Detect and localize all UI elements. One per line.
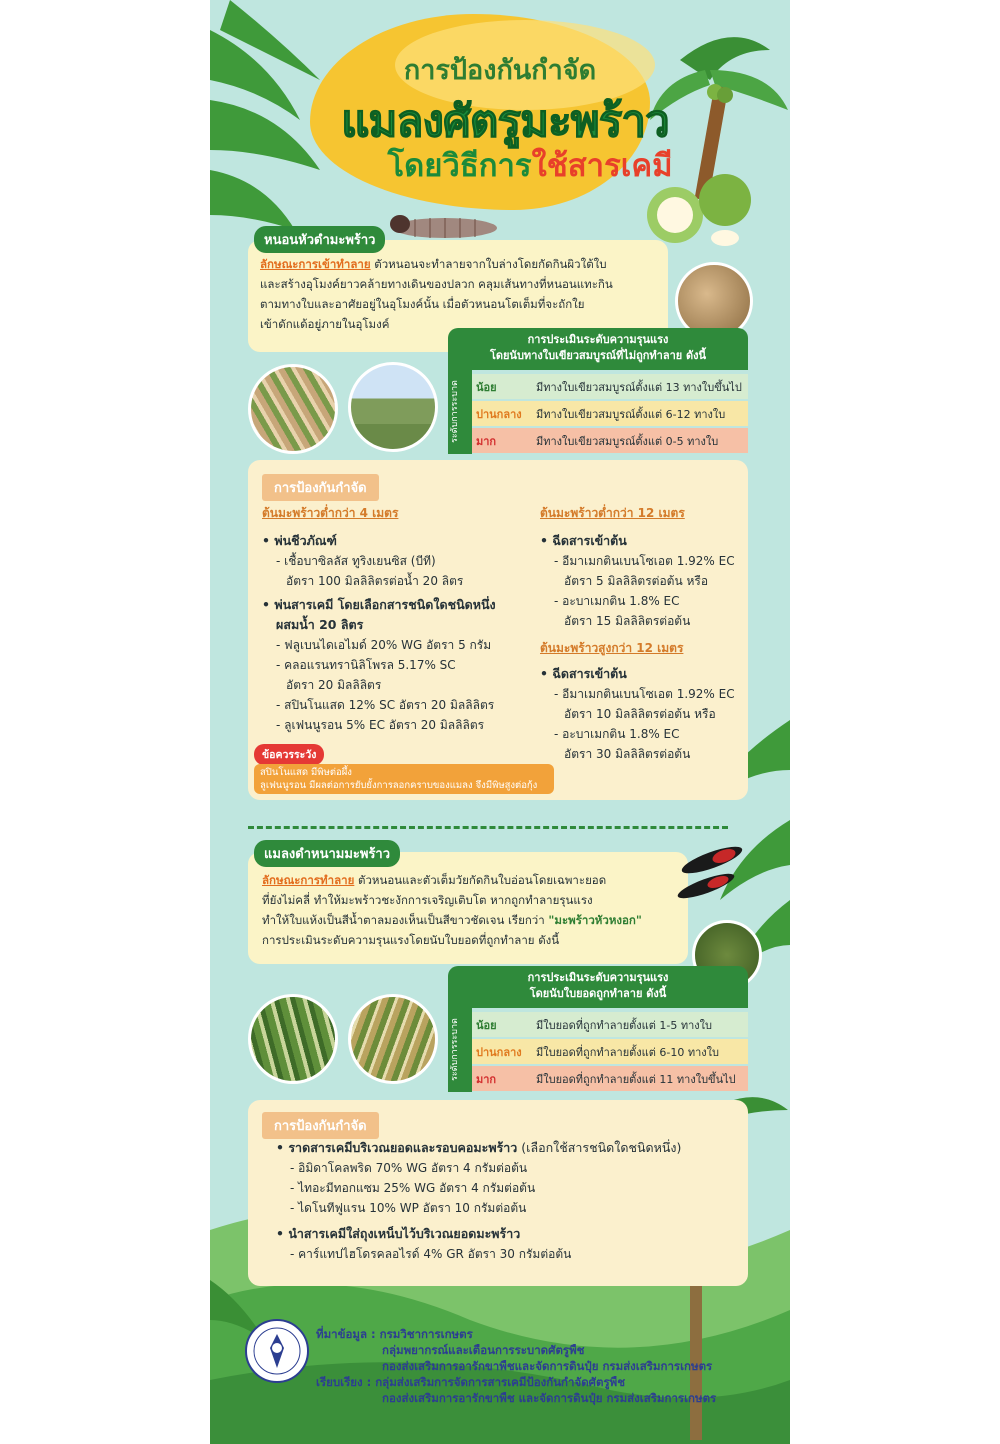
control1-warning-text: [260, 766, 537, 792]
control1-right-item1c: - อะบาเมกติน 1.8% EC: [554, 594, 680, 608]
control1-item1a: - เชื้อบาซิลลัส ทูริงเยนซิส (บีที): [276, 554, 436, 568]
damaged-shoot-photo: [248, 994, 338, 1084]
control1-item2f: - สปินโนแสด 12% SC อัตรา 20 มิลลิลิตร: [276, 698, 495, 712]
control1-right-item2d: อัตรา 30 มิลลิลิตรต่อต้น: [564, 747, 691, 761]
section2-damage-line2: ที่ยังไม่คลี่ ทำให้มะพร้าวชะงักการเจริญเติบโต หากถูกทำลายรุนแรง: [262, 893, 593, 907]
palm-frond-top-left: [210, 0, 320, 230]
section1-damage-line1: ตัวหนอนจะทำลายจากใบล่างโดยกัดกินผิวใต้ใบ: [370, 257, 607, 271]
damaged-palms-photo: [348, 362, 438, 452]
control2-item2b: - คาร์แทปไฮโดรคลอไรด์ 4% GR อัตรา 30 กรัมต่อต้น: [290, 1247, 572, 1261]
control1-warning-line1: สปินโนแสด มีพิษต่อผึ้ง: [260, 767, 352, 778]
section1-severity-head1: การประเมินระดับความรุนแรง: [527, 333, 669, 346]
section1-damage-line4: เข้าดักแด้อยู่ภายในอุโมงค์: [260, 317, 390, 331]
severity-text: มีใบยอดที่ถูกทำลายตั้งแต่ 11 ทางใบขึ้นไป: [536, 1072, 736, 1086]
severity-text: มีทางใบเขียวสมบูรณ์ตั้งแต่ 0-5 ทางใบ: [536, 434, 719, 448]
section2-damage-label: ลักษณะการทำลาย: [262, 873, 355, 887]
section1-severity-head2: โดยนับทางใบเขียวสมบูรณ์ที่ไม่ถูกทำลาย ดังนี้: [489, 349, 707, 362]
severity-text: มีใบยอดที่ถูกทำลายตั้งแต่ 1-5 ทางใบ: [536, 1018, 713, 1032]
section2-severity-head1: การประเมินระดับความรุนแรง: [527, 971, 669, 984]
control1-right-item1b: อัตรา 5 มิลลิลิตรต่อต้น หรือ: [564, 574, 709, 588]
severity-text: มีทางใบเขียวสมบูรณ์ตั้งแต่ 13 ทางใบขึ้นไป: [536, 380, 742, 394]
footer-line5: กองส่งเสริมการอารักขาพืช และจัดการดินปุ๋ย กรมส่งเสริมการเกษตร: [382, 1391, 717, 1405]
control1-item2e: อัตรา 20 มิลลิลิตร: [286, 678, 382, 692]
control1-warning-tag: ข้อควรระวัง: [254, 744, 324, 765]
section2-damage-text: [262, 870, 682, 950]
section1-severity-row-low: [472, 374, 748, 399]
severity-text: มีใบยอดที่ถูกทำลายตั้งแต่ 6-10 ทางใบ: [536, 1045, 720, 1059]
title-line-2: แมลงศัตรูมะพร้าว: [341, 96, 669, 147]
severity-level: มาก: [476, 1072, 497, 1086]
control2-tag: การป้องกันกำจัด: [262, 1112, 379, 1139]
severity-level: น้อย: [476, 380, 497, 394]
section1-severity-header: [448, 328, 748, 370]
section2-severity-head2: โดยนับใบยอดถูกทำลาย ดังนี้: [529, 987, 667, 1000]
section2-tag: แมลงดำหนามมะพร้าว: [254, 840, 400, 867]
title-line-3a: โดยวิธีการ: [387, 148, 532, 184]
control1-right-subtitle1: ต้นมะพร้าวต่ำกว่า 12 เมตร: [540, 506, 685, 520]
severity-text: มีทางใบเขียวสมบูรณ์ตั้งแต่ 6-12 ทางใบ: [536, 407, 726, 421]
section2-severity-row-high: [472, 1066, 748, 1091]
department-seal-icon: [244, 1318, 310, 1384]
control1-right-item2a: - อีมาเมกตินเบนโซเอต 1.92% EC: [554, 687, 735, 701]
damaged-leaf-photo: [248, 364, 338, 454]
section2-damage-line3b: "มะพร้าวหัวหงอก": [548, 913, 642, 927]
footer-line1: ที่มาข้อมูล : กรมวิชาการเกษตร: [316, 1327, 473, 1341]
section2-damage-line4: การประเมินระดับความรุนแรงโดยนับใบยอดที่ถูกทำลาย ดังนี้: [262, 933, 560, 947]
control1-item2c: - ฟลูเบนไดเอไมด์ 20% WG อัตรา 5 กรัม: [276, 638, 492, 652]
section1-severity-side-label: ระดับการระบาด: [448, 370, 472, 454]
section2-severity-row-mid: [472, 1039, 748, 1064]
section2-severity-header: [448, 966, 748, 1008]
control1-left-subtitle: ต้นมะพร้าวต่ำกว่า 4 เมตร: [262, 506, 399, 520]
caterpillar-icon: [390, 206, 500, 246]
control1-item1: พ่นชีวภัณฑ์: [274, 533, 337, 548]
control1-item1b: อัตรา 100 มิลลิลิตรต่อน้ำ 20 ลิตร: [286, 574, 464, 588]
control1-right-subtitle2: ต้นมะพร้าวสูงกว่า 12 เมตร: [540, 641, 684, 655]
control2-list: • ราดสารเคมีบริเวณยอดและรอบคอมะพร้าว (เลือกใช้สารชนิดใดชนิดหนึ่ง) - อิมิดาโคลพริด 70% WG อัตรา 4 กรัมต่อต้น - ไทอะมีทอกแซม 25% WG อัตรา 4 กรัมต่อต้น - ไดโนทีฟูแรน 10% WP อัตรา 10 กรัมต่อต้น • นำสารเคมีใส่ถุงเหน็บไว้บริเวณยอดมะพร้าว - คาร์แทปไฮโดรคลอไรด์ 4% GR อัตรา 30 กรัมต่อต้น: [276, 1138, 746, 1264]
section1-severity-table: [448, 328, 748, 454]
control1-right-item2b: อัตรา 10 มิลลิลิตรต่อต้น หรือ: [564, 707, 716, 721]
control2-item1e: - ไดโนทีฟูแรน 10% WP อัตรา 10 กรัมต่อต้น: [290, 1201, 527, 1215]
section1-damage-line3: ตามทางใบและอาศัยอยู่ในอุโมงค์นั้น เมื่อตัวหนอนโตเต็มที่จะถักใย: [260, 297, 585, 311]
section1-severity-row-mid: [472, 401, 748, 426]
control2-item1b: (เลือกใช้สารชนิดใดชนิดหนึ่ง): [517, 1140, 682, 1155]
footer-line3: กองส่งเสริมการอารักขาพืชและจัดการดินปุ๋ย กรมส่งเสริมการเกษตร: [382, 1359, 713, 1373]
section-divider: [248, 826, 728, 829]
footer-line4: เรียบเรียง : กลุ่มส่งเสริมการจัดการสารเคมีป้องกันกำจัดศัตรูพืช: [316, 1375, 626, 1389]
control2-item1d: - ไทอะมีทอกแซม 25% WG อัตรา 4 กรัมต่อต้น: [290, 1181, 536, 1195]
control2-item2a: นำสารเคมีใส่ถุงเหน็บไว้บริเวณยอดมะพร้าว: [288, 1226, 521, 1241]
infographic-poster: [210, 0, 790, 1444]
section1-damage-text: [260, 254, 660, 334]
section1-severity-row-high: [472, 428, 748, 453]
control1-item2d: - คลอแรนทรานิลิโพรล 5.17% SC: [276, 658, 456, 672]
section2-severity-row-low: [472, 1012, 748, 1037]
control1-right-item2c: - อะบาเมกติน 1.8% EC: [554, 727, 680, 741]
control1-right-column: ต้นมะพร้าวต่ำกว่า 12 เมตร • ฉีดสารเข้าต้น - อีมาเมกตินเบนโซเอต 1.92% EC อัตรา 5 มิลลิลิตรต่อต้น หรือ - อะบาเมกติน 1.8% EC อัตรา 15 มิลลิลิตรต่อต้น ต้นมะพร้าวสูงกว่า 12 เมตร • ฉีดสารเข้าต้น - อีมาเมกตินเบนโซเอต 1.92% EC อัตรา 10 มิลลิลิตรต่อต้น หรือ - อะบาเมกติน 1.8% EC อัตรา 30 มิลลิลิตรต่อต้น: [540, 504, 745, 764]
control2-item1a: ราดสารเคมีบริเวณยอดและรอบคอมะพร้าว: [288, 1140, 518, 1155]
section1-damage-label: ลักษณะการเข้าทำลาย: [260, 257, 371, 271]
control1-right-item2: ฉีดสารเข้าต้น: [552, 666, 627, 681]
severity-level: ปานกลาง: [476, 407, 522, 421]
control1-item2g: - ลูเฟนนูรอน 5% EC อัตรา 20 มิลลิลิตร: [276, 718, 485, 732]
severity-level: น้อย: [476, 1018, 497, 1032]
control1-warning-line2: ลูเฟนนูรอน มีผลต่อการยับยั้งการลอกคราบของแมลง จึงมีพิษสูงต่อกุ้ง: [260, 780, 538, 791]
title-line-3: [370, 140, 690, 190]
section1-damage-line2: และสร้างอุโมงค์ยาวคล้ายทางเดินของปลวก คลุมเส้นทางที่หนอนแทะกิน: [260, 277, 613, 291]
control1-tag: การป้องกันกำจัด: [262, 474, 379, 501]
severity-level: ปานกลาง: [476, 1045, 522, 1059]
footer-line2: กลุ่มพยากรณ์และเตือนการระบาดศัตรูพืช: [382, 1343, 585, 1357]
section2-severity-side-label: ระดับการระบาด: [448, 1008, 472, 1092]
section1-tag: หนอนหัวดำมะพร้าว: [254, 226, 385, 253]
white-head-coconut-photo: [348, 994, 438, 1084]
control1-left-column: ต้นมะพร้าวต่ำกว่า 4 เมตร • พ่นชีวภัณฑ์ - เชื้อบาซิลลัส ทูริงเยนซิส (บีที) อัตรา 100 มิลลิลิตรต่อน้ำ 20 ลิตร • พ่นสารเคมี โดยเลือกสารชนิดใดชนิดหนึ่ง ผสมน้ำ 20 ลิตร - ฟลูเบนไดเอไมด์ 20% WG อัตรา 5 กรัม - คลอแรนทรานิลิโพรล 5.17% SC อัตรา 20 มิลลิลิตร - สปินโนแสด 12% SC อัตรา 20 มิลลิลิตร - ลูเฟนนูรอน 5% EC อัตรา 20 มิลลิลิตร: [262, 504, 532, 735]
title-line-1: การป้องกันกำจัด: [403, 55, 597, 86]
section2-damage-line1: ตัวหนอนและตัวเต็มวัยกัดกินใบอ่อนโดยเฉพาะยอด: [354, 873, 607, 887]
section2-damage-line3a: ทำให้ใบแห้งเป็นสีน้ำตาลมองเห็นเป็นสีขาวชัดเจน เรียกว่า: [262, 913, 549, 927]
control1-item2a: พ่นสารเคมี โดยเลือกสารชนิดใดชนิดหนึ่ง: [274, 597, 496, 612]
footer-credits: [316, 1326, 786, 1406]
title-line-3b: ใช้สารเคมี: [531, 148, 673, 184]
control1-right-item1a: - อีมาเมกตินเบนโซเอต 1.92% EC: [554, 554, 735, 568]
control2-item1c: - อิมิดาโคลพริด 70% WG อัตรา 4 กรัมต่อต้น: [290, 1161, 528, 1175]
control1-right-item1d: อัตรา 15 มิลลิลิตรต่อต้น: [564, 614, 691, 628]
control1-right-item1: ฉีดสารเข้าต้น: [552, 533, 627, 548]
severity-level: มาก: [476, 434, 497, 448]
beetle-icon: [672, 838, 752, 908]
section2-severity-table: [448, 966, 748, 1092]
control1-item2b: ผสมน้ำ 20 ลิตร: [276, 617, 364, 632]
